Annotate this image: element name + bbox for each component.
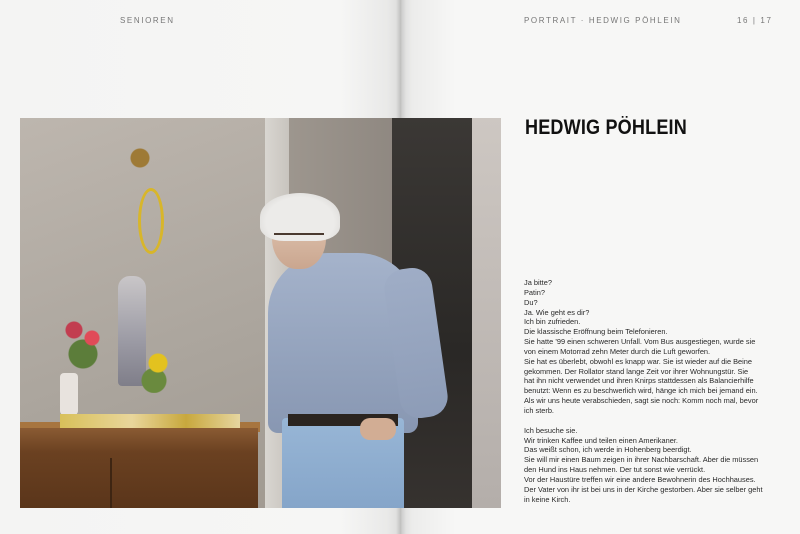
text-line: Vor der Haustüre treffen wir eine andere Bewohnerin des Hochhauses.: [524, 474, 756, 484]
text-line: benutzt: Wenn es zu beschwerlich wird, hänge ich mich bei jemand ein.: [524, 386, 758, 396]
text-line: den Hund ins Haus nehmen. Der tut sonst wie verrückt.: [524, 465, 706, 475]
paragraph-2: [524, 426, 776, 505]
article-title: HEDWIG PÖHLEIN: [525, 116, 687, 139]
text-line: Du?: [524, 297, 538, 307]
text-line: Das weißt schon, ich werde in Hohenberg beerdigt.: [524, 445, 692, 455]
text-line: ich sterb.: [524, 405, 554, 415]
text-line: Wir trinken Kaffee und teilen einen Amerikaner.: [524, 435, 678, 445]
photo-curtain: [472, 118, 501, 508]
running-head-right: PORTRAIT · HEDWIG PÖHLEIN: [524, 16, 682, 25]
text-line: Ja bitte?: [524, 278, 552, 287]
text-line: Als wir uns heute verabschieden, sagt sie noch: Komm noch mal, bevor: [524, 396, 759, 406]
text-line: von einem Motorrad zehn Meter durch die Luft geworfen.: [524, 346, 711, 356]
text-line: gekommen. Der Rollator stand lange Zeit vor ihrer Wohnungstür. Sie: [524, 366, 749, 376]
photo-flowers-red: [56, 298, 116, 378]
text-line: Sie will mir einen Baum zeigen in ihrer Nachbarschaft. Aber die müssen: [524, 455, 759, 465]
portrait-photo: [20, 118, 501, 508]
text-line: Ich besuche sie.: [524, 425, 578, 435]
text-line: Sie hat es überlebt, obwohl es knapp war. Sie ist wieder auf die Beine: [524, 356, 753, 366]
text-line: hat ihn nicht verwendet und ihren Knirps stattdessen als Balancierhilfe: [524, 376, 754, 386]
photo-dresser-items: [60, 414, 240, 428]
text-line: Der Vater von ihr ist bei uns in der Kirche gestorben. Aber sie selber geht: [524, 484, 763, 494]
page-numbers: 16 | 17: [737, 16, 773, 25]
photo-flowers-yellow: [138, 343, 178, 393]
text-line: Die klassische Eröffnung beim Telefonieren.: [524, 327, 668, 337]
photo-vase: [60, 373, 78, 415]
text-line: Ja. Wie geht es dir?: [524, 307, 590, 317]
photo-woman-glasses: [274, 233, 324, 249]
text-line: Sie hatte ’99 einen schweren Unfall. Vom Bus ausgestiegen, wurde sie: [524, 337, 756, 347]
photo-hanging-decoration: [128, 138, 152, 178]
text-line: in keine Kirch.: [524, 494, 571, 504]
photo-drawer-line: [110, 458, 112, 508]
photo-hanging-ring: [138, 188, 164, 254]
paragraph-gap: [524, 416, 776, 426]
running-head-left: SENIOREN: [120, 16, 175, 25]
paragraph-1: [524, 278, 776, 416]
text-line: Ich bin zufrieden.: [524, 317, 581, 327]
photo-dresser: [20, 428, 258, 508]
text-line: Patin?: [524, 287, 545, 297]
article-body: [524, 278, 776, 504]
photo-woman-hand: [360, 418, 396, 440]
